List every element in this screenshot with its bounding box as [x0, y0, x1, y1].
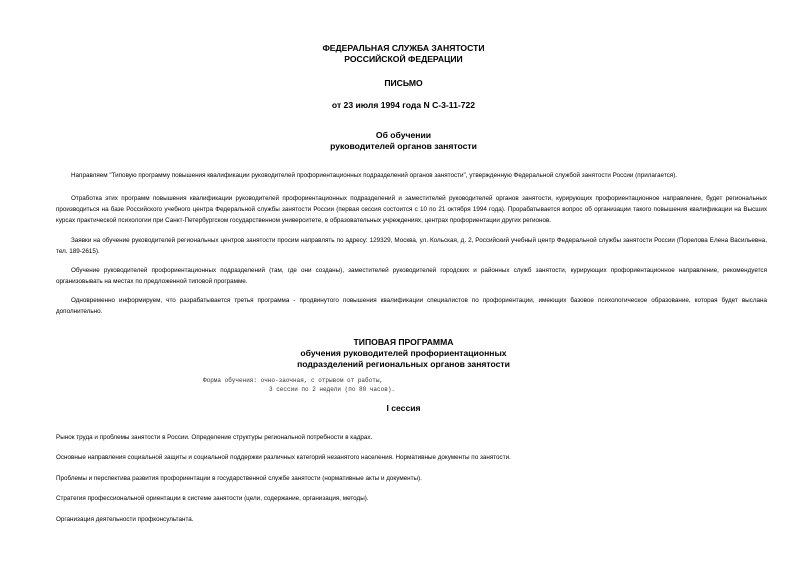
program-title-line2: обучения руководителей профориентационных — [300, 348, 507, 358]
topic-item: Стратегия профессиональной ориентации в системе занятости (цели, содержание, организация, методы). — [56, 495, 369, 502]
paragraph-2: Отработка этих программ повышения квалификации руководителей профориентационных подразделений и заместителей руководителей органов занятости, курирующих профориентационное направление, будет региональных производиться на базе Российского учебного центра Федеральной службы занятости России (первая сессия состоится с 10 по 21 октября 1994 года). Прорабатывается вопрос об организации такого повышения квалификации на Высших курсах практической психологии при Санкт-Петербургском государственном университете, в образовательных учреждениях, центрах профориентации других регионов. — [56, 195, 767, 224]
topic-item: Основные направления социальной защиты и социальной поддержки различных категорий незанятого населения. Нормативные документы по занятости. — [56, 454, 511, 461]
org-name-line2: РОССИЙСКОЙ ФЕДЕРАЦИИ — [344, 54, 463, 64]
doc-date: от 23 июля 1994 года N С-3-11-722 — [331, 100, 476, 110]
paragraph-5: Одновременно информируем, что разрабатывается третья программа - продвинутого повышения квалификации специалистов по профориентации, имеющих базовое психологическое образование, которая будет выслана дополнительно. — [56, 297, 767, 315]
paragraph-3: Заявки на обучение руководителей региональных центров занятости просим направлять по адресу: 129329, Москва, ул. Кольская, д. 2, Российский учебный центр Федеральной службы занятости России (Порелова Елена Васильевна, тел. 189-2615). — [56, 237, 767, 255]
subject-line1: Об обучении — [375, 130, 432, 140]
topic-item: Организация деятельности профконсультанта. — [56, 516, 194, 523]
topic-item: Проблемы и перспектива развития профориентации в государственной службе занятости (нормативные акты и документы). — [56, 475, 422, 482]
program-title-line1: ТИПОВАЯ ПРОГРАММА — [353, 337, 454, 347]
paragraph-4: Обучение руководителей профориентационных подразделений (там, где они созданы), заместителей руководителей городских и районных служб занятости, курирующих профориентационное направление, рекомендуется организовывать на местах по предложенной типовой программе. — [56, 267, 767, 285]
subject-line2: руководителей органов занятости — [330, 141, 477, 151]
study-form-line1: Форма обучения: очно-заочная, с отрывом от работы, — [203, 377, 384, 384]
topic-item: Рынок труда и проблемы занятости в России. Определение структуры региональной потребности в кадрах. — [56, 434, 373, 441]
org-name-line1: ФЕДЕРАЛЬНАЯ СЛУЖБА ЗАНЯТОСТИ — [322, 43, 485, 53]
program-title-line3: подразделений региональных органов занятости — [297, 359, 510, 369]
doc-type: ПИСЬМО — [384, 78, 423, 88]
paragraph-1: Направляем "Типовую программу повышения квалификации руководителей профориентационных подразделений органов занятости", утвержденную Федеральной службой занятости России (прилагается). — [71, 172, 678, 179]
session-title: I сессия — [386, 403, 421, 413]
study-form-line2: 3 сессии по 2 недели (по 80 часов). — [269, 386, 396, 393]
